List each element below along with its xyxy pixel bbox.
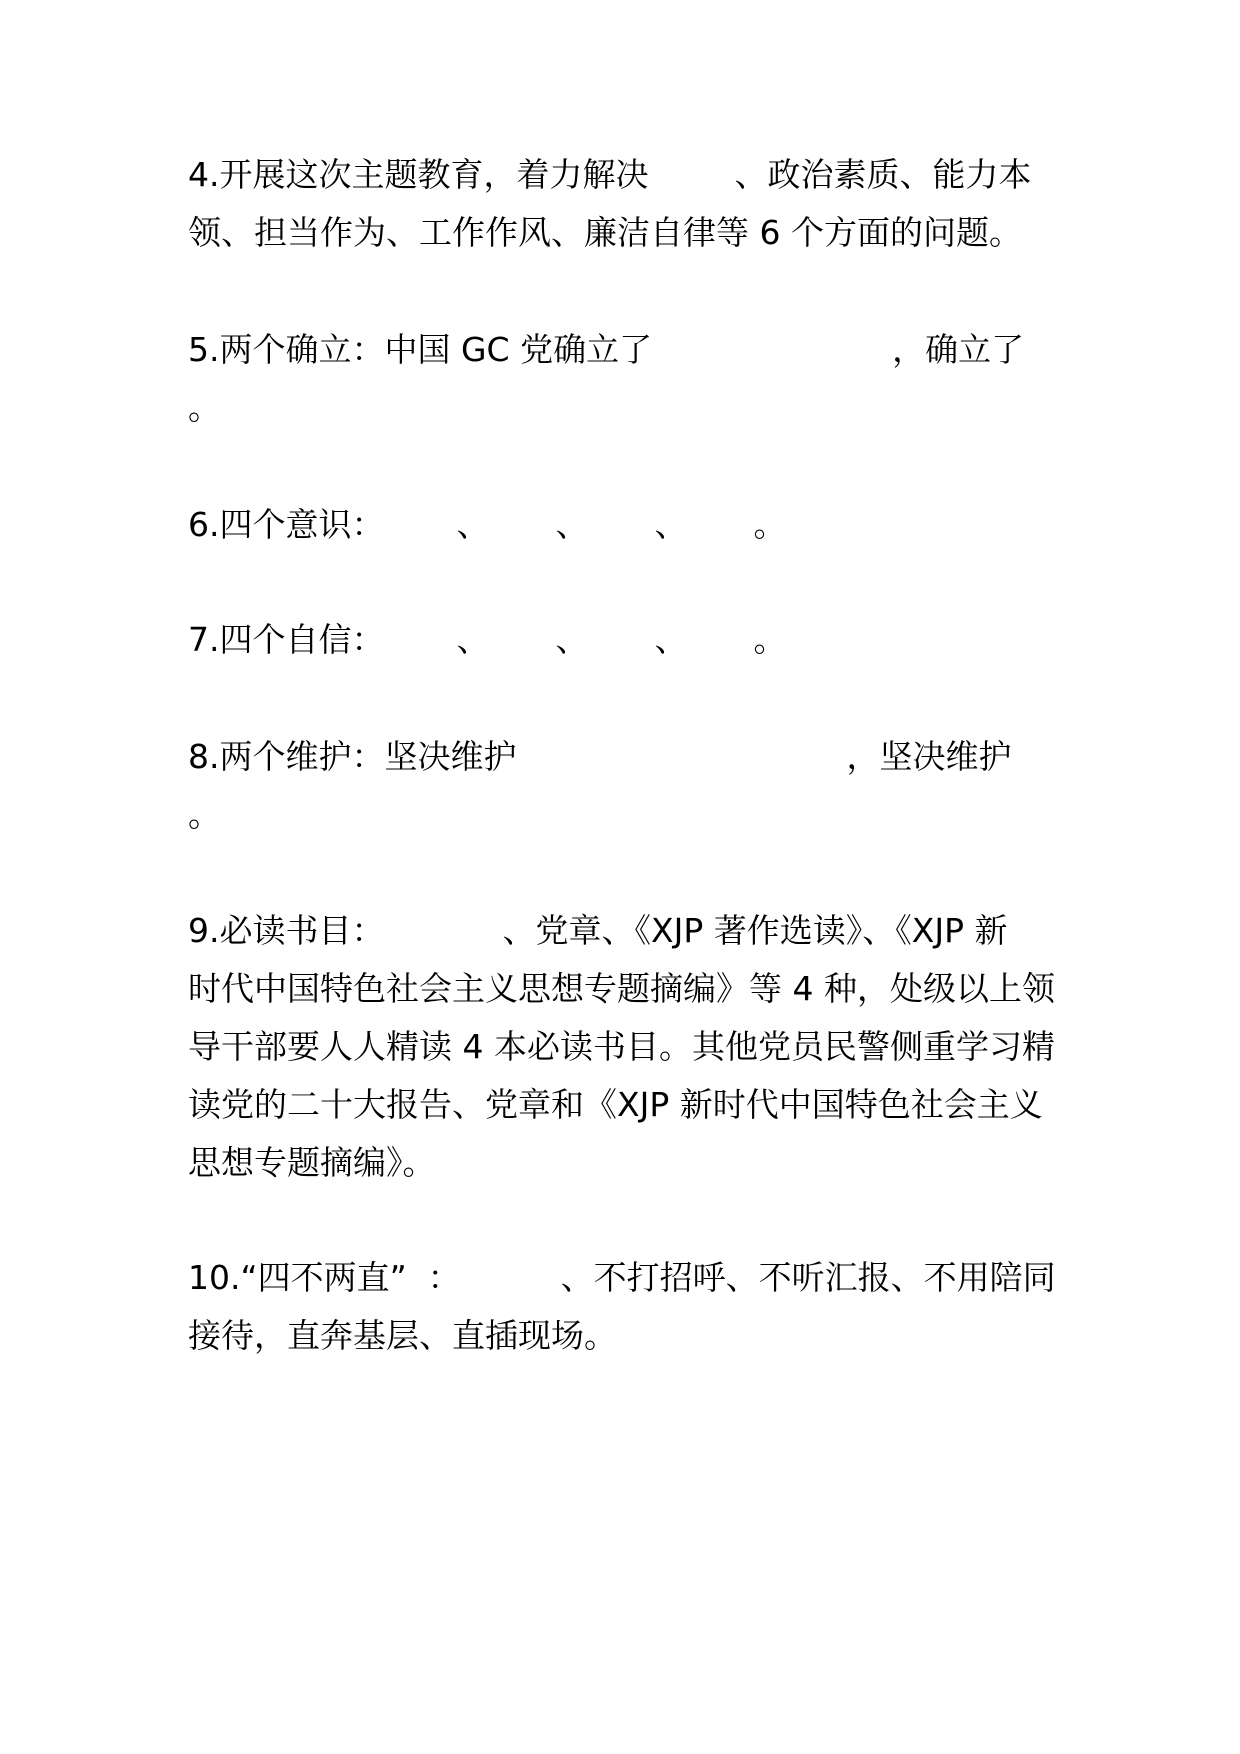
question-5-text-before-blank: 5.两个确立：中国 GC 党确立了 [188,330,653,369]
separator: 、 [555,505,589,544]
separator: 、 [654,505,688,544]
question-10-text-before-blank: 10.“四不两直” ： [188,1258,461,1297]
separator: 、 [456,620,490,659]
separator: 、 [654,620,688,659]
separator: 。 [753,620,787,659]
question-4-line-1 [188,155,1032,195]
question-9-line-3: 导干部要人人精读 4 本必读书目。其他党员民警侧重学习精 [188,1027,1055,1066]
question-5-text-after-blank: ，确立了 [892,330,1025,369]
question-9-line-2: 时代中国特色社会主义思想专题摘编》等 4 种，处级以上领 [188,969,1055,1008]
question-7-line-1 [188,620,787,660]
question-10-line-2: 接待，直奔基层、直插现场。 [188,1316,617,1355]
question-10-line-1 [188,1258,1056,1298]
question-6-label: 6.四个意识： [188,505,385,544]
separator: 、 [555,620,589,659]
question-4-text-before-blank: 4.开展这次主题教育，着力解决 [188,155,649,194]
question-4-text-after-blank: 、政治素质、能力本 [734,155,1032,194]
question-8-text-after-blank: ，坚决维护 [846,737,1012,776]
question-8-line-1 [188,737,1012,777]
question-5-line-1 [188,330,1024,370]
separator: 。 [753,505,787,544]
separator: 、 [456,505,490,544]
question-7-label: 7.四个自信： [188,620,385,659]
question-6-line-1 [188,505,787,545]
question-9-line-1 [188,911,1007,951]
question-9-line-4: 读党的二十大报告、党章和《XJP 新时代中国特色社会主义 [188,1085,1043,1124]
question-4-line-2: 领、担当作为、工作作风、廉洁自律等 6 个方面的问题。 [188,213,1022,252]
question-8-line-2: 。 [188,795,221,834]
question-9-text-after-blank: 、党章、《XJP 著作选读》、《XJP 新 [502,911,1008,950]
question-10-text-after-blank: 、不打招呼、不听汇报、不用陪同 [560,1258,1056,1297]
question-5-line-2: 。 [188,388,221,427]
question-9-line-5: 思想专题摘编》。 [188,1143,436,1182]
question-9-text-before-blank: 9.必读书目： [188,911,385,950]
question-8-text-before-blank: 8.两个维护：坚决维护 [188,737,517,776]
